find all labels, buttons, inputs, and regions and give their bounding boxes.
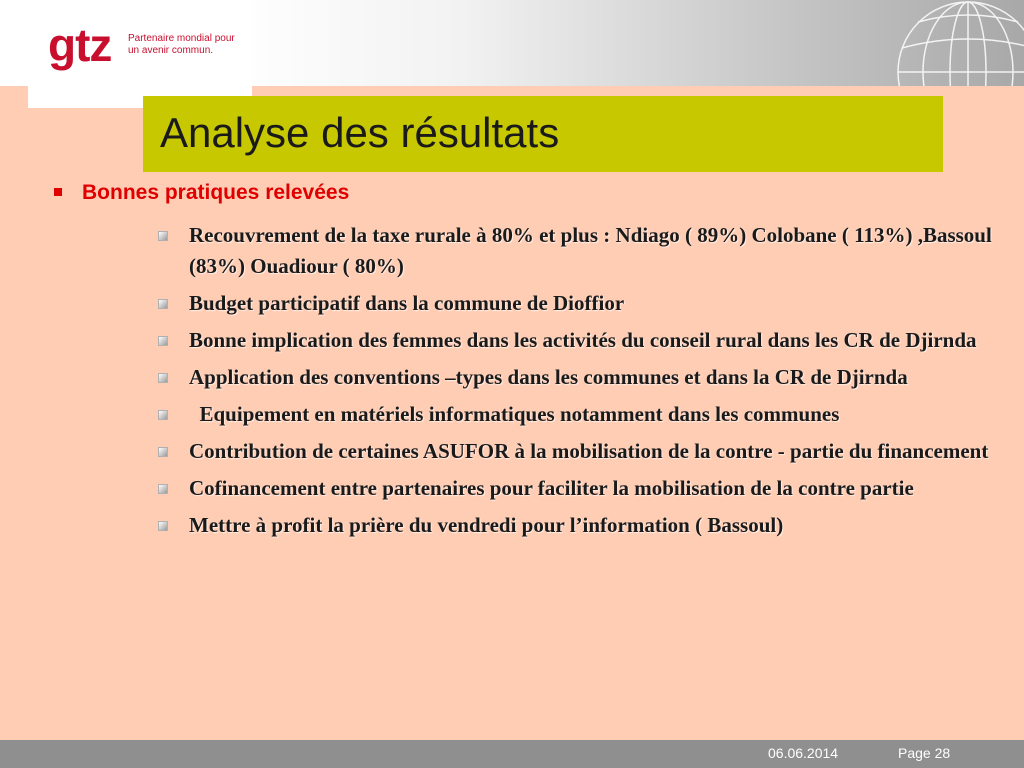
logo-tagline: [128, 33, 238, 57]
list-item-text: Application des conventions –types dans les communes et dans la CR de Djirnda: [189, 365, 908, 389]
footer-bar: [0, 740, 1024, 768]
list-item-text: Recouvrement de la taxe rurale à 80% et plus : Ndiago ( 89%) Colobane ( 113%) ,Bassoul (83%) Ouadiour ( 80%): [189, 223, 992, 278]
list-item: [156, 362, 1006, 393]
tagline-line-2: un avenir commun.: [128, 45, 214, 56]
page-number: Page 28: [898, 745, 951, 761]
practice-list: [156, 220, 1006, 547]
list-item: [156, 510, 1006, 541]
list-item: [156, 288, 1006, 319]
bullet-icon: [158, 410, 168, 420]
gtz-logo: gtz: [48, 19, 112, 71]
tagline-line-1: Partenaire mondial pour: [128, 33, 235, 44]
list-item-text: Mettre à profit la prière du vendredi pour l’information ( Bassoul): [189, 513, 784, 537]
bullet-icon: [158, 484, 168, 494]
bullet-icon: [158, 521, 168, 531]
list-item: [156, 325, 1006, 356]
bullet-icon: [158, 299, 168, 309]
list-item-text: Contribution de certaines ASUFOR à la mobilisation de la contre - partie du financement: [189, 439, 989, 463]
list-item-text: Budget participatif dans la commune de Dioffior: [189, 291, 625, 315]
bullet-icon: [158, 447, 168, 457]
list-item-text: Cofinancement entre partenaires pour faciliter la mobilisation de la contre partie: [189, 476, 914, 500]
list-item-text: Bonne implication des femmes dans les activités du conseil rural dans les CR de Djirnda: [189, 328, 977, 352]
list-item: [156, 473, 1006, 504]
list-item-text: Equipement en matériels informatiques notamment dans les communes: [189, 402, 840, 426]
section-heading: Bonnes pratiques relevées: [82, 181, 350, 204]
list-item: [156, 436, 1006, 467]
slide-title: Analyse des résultats: [160, 109, 560, 156]
bullet-icon: [158, 373, 168, 383]
section-bullet: [54, 188, 62, 196]
globe-icon: [888, 0, 1024, 86]
list-item: [156, 399, 1006, 430]
bullet-icon: [158, 336, 168, 346]
list-item: [156, 220, 1006, 282]
bullet-icon: [158, 231, 168, 241]
footer-date: 06.06.2014: [768, 745, 839, 761]
